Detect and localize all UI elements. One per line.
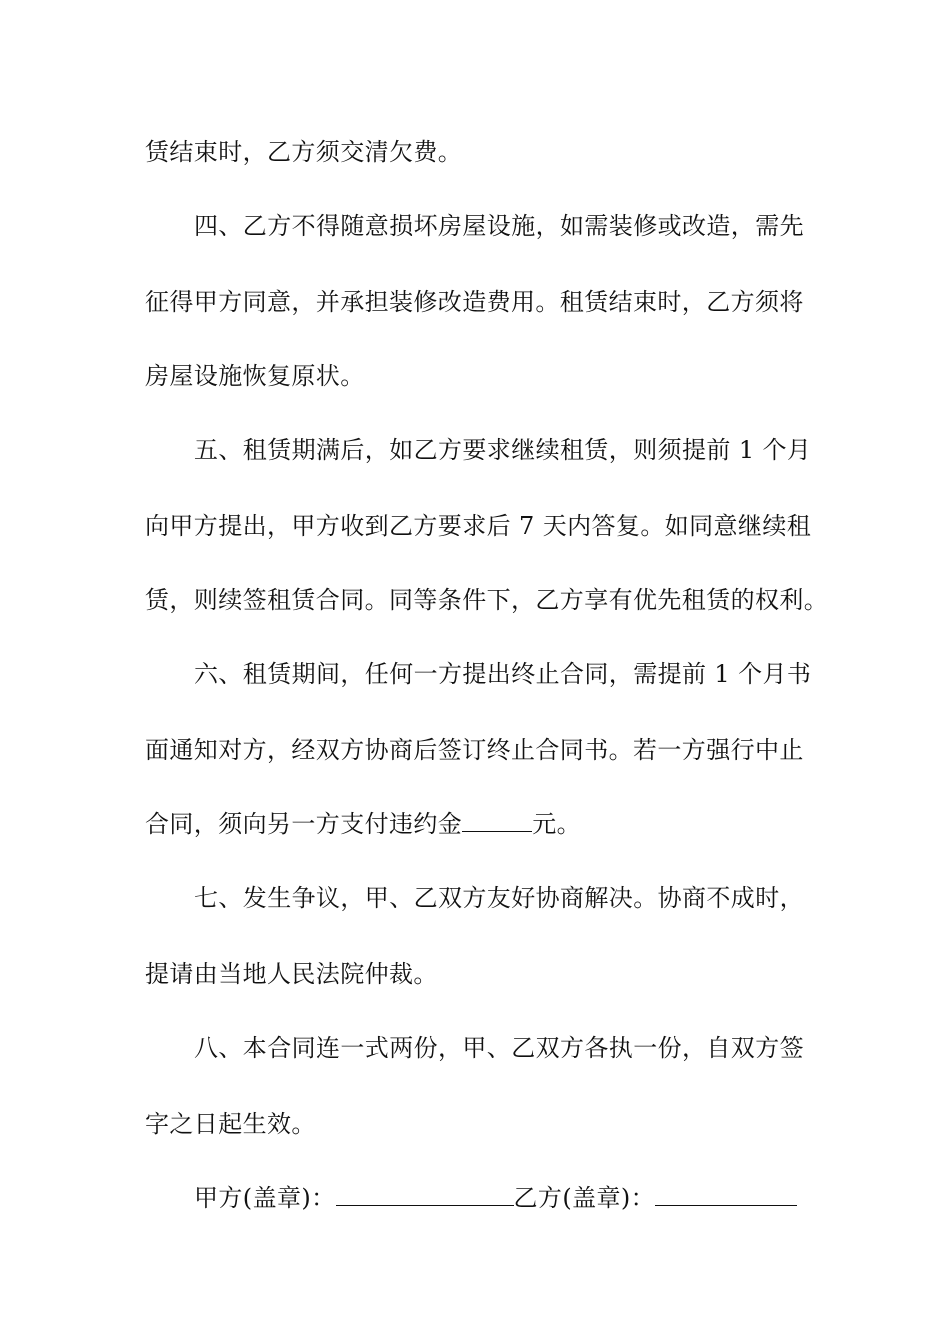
signature-line: [194, 1181, 810, 1215]
clause-6-line-2: 面通知对方，经双方协商后签订终止合同书。若一方强行中止: [145, 736, 804, 764]
clause-7-line-1: 七、发生争议，甲、乙双方友好协商解决。协商不成时，: [194, 884, 804, 912]
penalty-text: 合同，须向另一方支付违约金: [145, 810, 463, 838]
party-a-label: 甲方(盖章)：: [194, 1184, 336, 1212]
clause-5-line-3: 赁，则续签租赁合同。同等条件下，乙方享有优先租赁的权利。: [145, 586, 829, 614]
clause-5-line-2: 向甲方提出，甲方收到乙方要求后 7 天内答复。如同意继续租: [145, 512, 812, 540]
clause-6-line-1: 六、租赁期间，任何一方提出终止合同，需提前 1 个月书: [194, 660, 812, 688]
penalty-amount-blank: [462, 809, 532, 832]
party-b-label: 乙方(盖章)：: [513, 1184, 656, 1212]
party-a-signature-blank: [336, 1183, 514, 1206]
clause-6-line-3: [145, 807, 810, 841]
clause-4-line-1: 四、乙方不得随意损坏房屋设施，如需装修或改造，需先: [194, 212, 804, 240]
text-line-1: 赁结束时，乙方须交清欠费。: [145, 138, 463, 166]
penalty-unit: 元。: [532, 810, 582, 838]
clause-8-line-1: 八、本合同连一式两份，甲、乙双方各执一份，自双方签: [194, 1034, 804, 1062]
clause-5-line-1: 五、租赁期满后，如乙方要求继续租赁，则须提前 1 个月: [194, 436, 812, 464]
clause-7-line-2: 提请由当地人民法院仲裁。: [145, 960, 438, 988]
party-b-signature-blank: [655, 1183, 797, 1206]
clause-8-line-2: 字之日起生效。: [145, 1110, 316, 1138]
clause-4-line-2: 征得甲方同意，并承担装修改造费用。租赁结束时，乙方须将: [145, 288, 804, 316]
clause-4-line-3: 房屋设施恢复原状。: [145, 362, 365, 390]
